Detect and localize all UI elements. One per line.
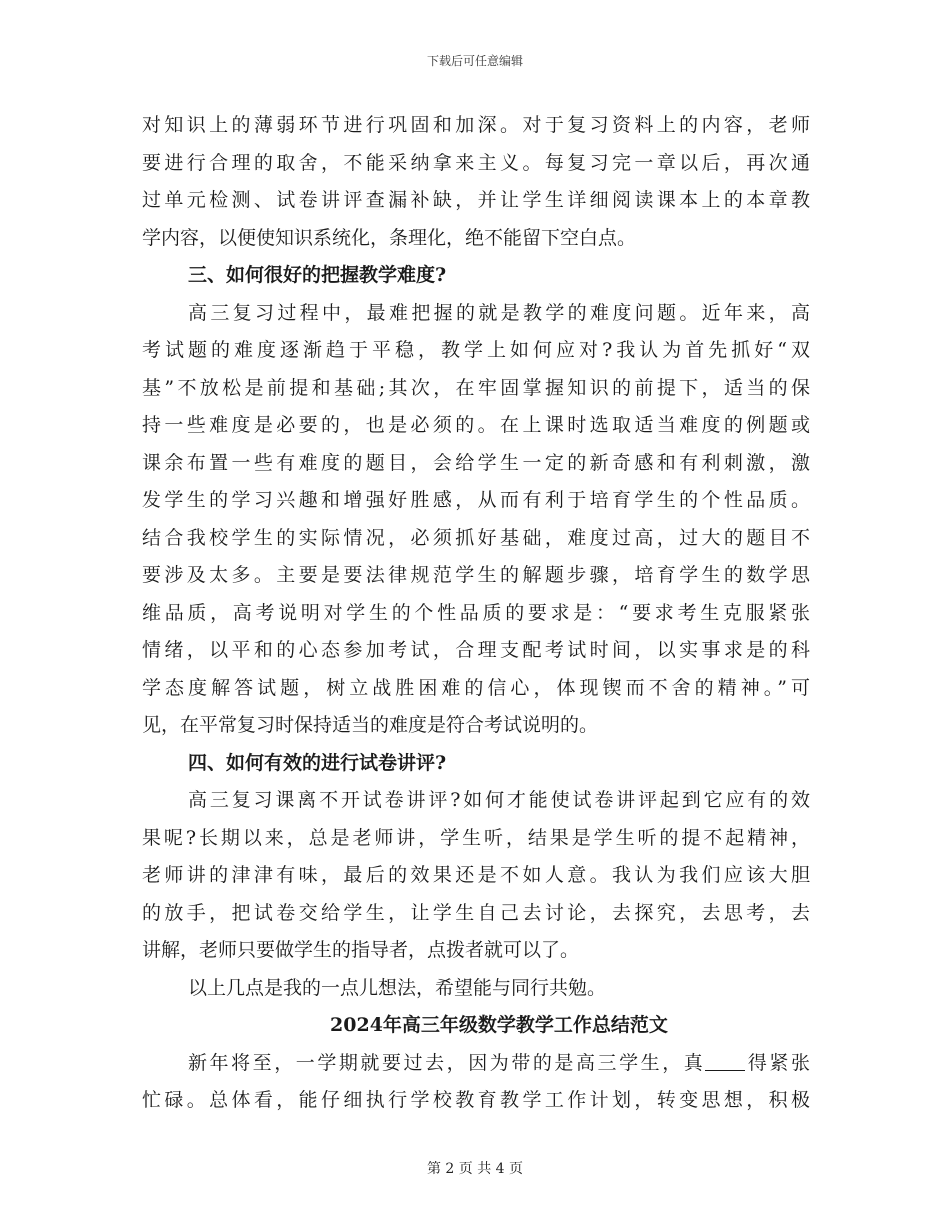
section-heading-3: 三、如何很好的把握教学难度? bbox=[188, 264, 447, 286]
paragraph-line: 发学生的学习兴趣和增强好胜感，从而有利于培育学生的个性品质。 bbox=[142, 489, 810, 511]
section-heading-4: 四、如何有效的进行试卷讲评? bbox=[188, 751, 447, 774]
paragraph-line: 过单元检测、试卷讲评查漏补缺，并让学生详细阅读课本上的本章教 bbox=[142, 189, 810, 211]
paragraph-line: 要涉及太多。主要是要法律规范学生的解题步骤，培育学生的数学思 bbox=[142, 564, 810, 586]
paragraph-line: 考试题的难度逐渐趋于平稳，教学上如何应对?我认为首先抓好“双 bbox=[142, 339, 810, 361]
paragraph-line: 的放手，把试卷交给学生，让学生自己去讨论，去探究，去思考，去 bbox=[142, 901, 810, 924]
paragraph-text: 得紧张 bbox=[745, 1051, 810, 1074]
page-header: 下载后可任意编辑 bbox=[426, 54, 523, 68]
paragraph-line: 情绪，以平和的心态参加考试，合理支配考试时间，以实事求是的科 bbox=[142, 639, 810, 661]
paragraph-line bbox=[142, 1045, 810, 1083]
paragraph-line: 对知识上的薄弱环节进行巩固和加深。对于复习资料上的内容，老师 bbox=[142, 114, 810, 136]
paragraph-line: 维品质，高考说明对学生的个性品质的要求是：“要求考生克服紧张 bbox=[142, 601, 810, 624]
paragraph-line: 见，在平常复习时保持适当的难度是符合考试说明的。 bbox=[142, 714, 599, 736]
page-footer: 第 2 页 共 4 页 bbox=[426, 1161, 524, 1177]
paragraph-line: 忙碌。总体看，能仔细执行学校教育教学工作计划，转变思想，积极 bbox=[142, 1089, 810, 1111]
paragraph-line: 持一些难度是必要的，也是必须的。在上课时选取适当难度的例题或 bbox=[142, 414, 810, 436]
paragraph-line: 学内容，以便使知识系统化，条理化，绝不能留下空白点。 bbox=[142, 226, 637, 249]
paragraph-line: 果呢?长期以来，总是老师讲，学生听，结果是学生听的提不起精神， bbox=[142, 826, 810, 849]
fill-in-blank bbox=[705, 1052, 745, 1071]
paragraph-line: 课余布置一些有难度的题目，会给学生一定的新奇感和有利刺激，激 bbox=[142, 451, 810, 474]
paragraph-line: 老师讲的津津有味，最后的效果还是不如人意。我认为我们应该大胆 bbox=[142, 864, 810, 886]
paragraph-line: 要进行合理的取舍，不能采纳拿来主义。每复习完一章以后，再次通 bbox=[142, 151, 810, 174]
paragraph-line: 高三复习过程中，最难把握的就是教学的难度问题。近年来，高 bbox=[188, 301, 810, 324]
paragraph-line: 学态度解答试题，树立战胜困难的信心，体现锲而不舍的精神。”可 bbox=[142, 676, 810, 699]
paragraph-text: 新年将至，一学期就要过去，因为带的是高三学生，真 bbox=[188, 1051, 706, 1074]
paragraph-line: 讲解，老师只要做学生的指导者，点拨者就可以了。 bbox=[142, 939, 580, 961]
paragraph-line: 高三复习课离不开试卷讲评?如何才能使试卷讲评起到它应有的效 bbox=[188, 789, 810, 811]
paragraph-line: 基”不放松是前提和基础;其次，在牢固掌握知识的前提下，适当的保 bbox=[142, 376, 810, 399]
document-title: 2024年高三年级数学教学工作总结范文 bbox=[330, 1014, 668, 1036]
closing-paragraph: 以上几点是我的一点儿想法，希望能与同行共勉。 bbox=[188, 976, 607, 999]
document-body bbox=[142, 107, 810, 1120]
paragraph-line: 结合我校学生的实际情况，必须抓好基础，难度过高，过大的题目不 bbox=[142, 526, 810, 549]
